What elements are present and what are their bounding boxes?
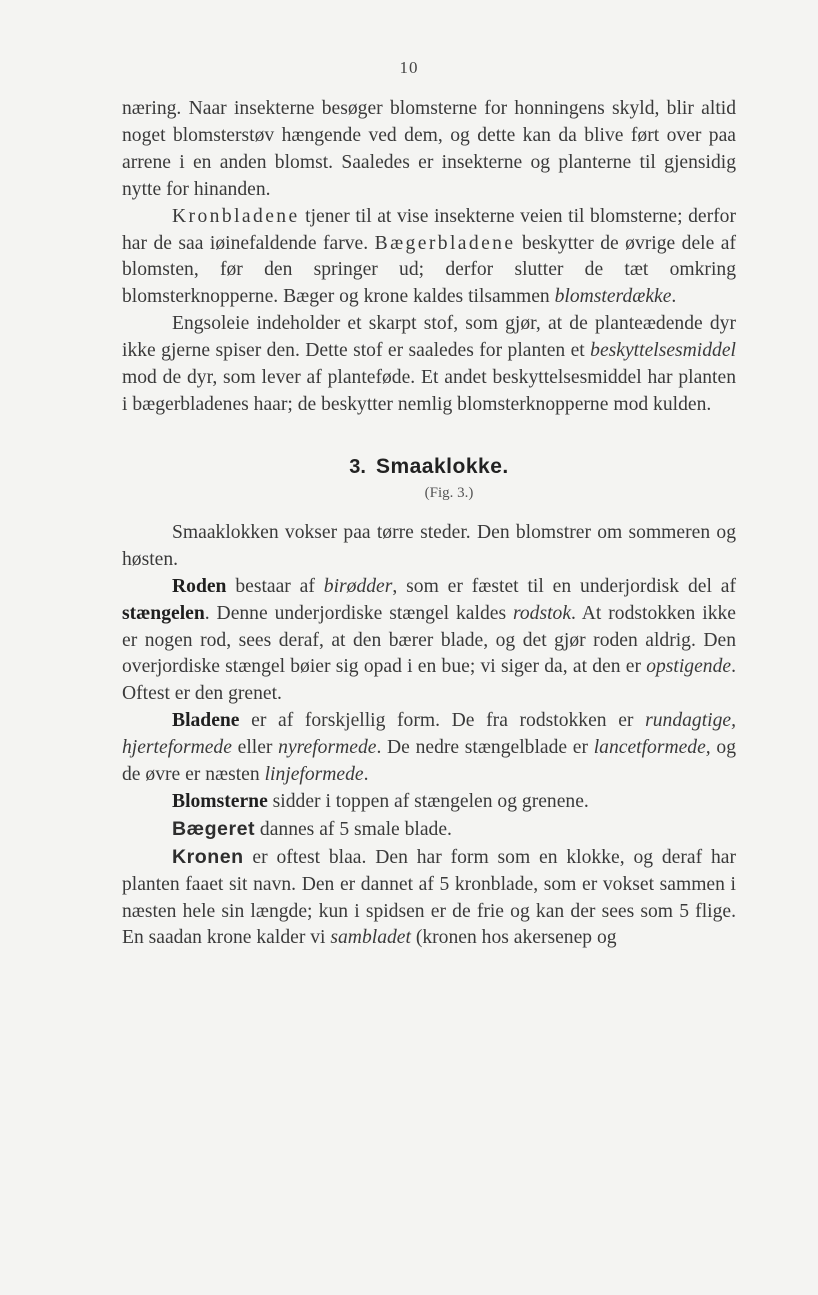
term-blomsterne: Blomsterne xyxy=(172,790,268,812)
section-number: 3. xyxy=(349,455,366,478)
paragraph-kronen xyxy=(122,844,736,953)
paragraph-petals-text-a: tjener til at vise insekterne veien til blomsterne; derfor har de saa iøinefaldende farve. xyxy=(122,205,736,254)
term-beskyttelsesmiddel: beskyttelsesmiddel xyxy=(590,340,736,362)
paragraph-roden-text-d: . At rodstokken ikke er nogen rod, sees deraf, at den bærer blade, og det gjør roden aldrig. Den overjordiske stængel bøier sig opad i en bue; vi siger da, at den er xyxy=(122,602,736,678)
paragraph-engsoleie-text-a: Engsoleie indeholder et skarpt stof, som gjør, at de planteædende dyr ikke gjerne spiser den. Dette stof er saaledes for planten et xyxy=(122,313,736,362)
term-bladene: Bladene xyxy=(172,710,240,732)
term-blomsterdaekke: blomsterdække xyxy=(554,286,672,308)
term-roden: Roden xyxy=(172,575,227,597)
term-rodstok: rodstok xyxy=(512,602,572,624)
paragraph-bladene-text-d: og de øvre er næsten xyxy=(122,737,736,786)
paragraph-kronen-text-a: er oftest blaa. Den har form som en klokke, og deraf har planten faaet sit navn. Den er dannet af 5 kronblade, som er vokset sammen i næsten hele sin længde; kun i spidsen er de frie og kan der sees som 5 flige. En saadan krone kalder vi xyxy=(122,846,736,949)
term-birodder: birødder xyxy=(323,575,393,597)
paragraph-habitat: Smaaklokken vokser paa tørre steder. Den blomstrer om sommeren og høsten. xyxy=(122,521,736,570)
section-heading xyxy=(122,453,736,482)
paragraph-bladene-text-e: . xyxy=(363,764,369,786)
term-staengelen: stængelen xyxy=(122,602,205,624)
paragraph-roden-text-a: bestaar af xyxy=(226,575,324,597)
paragraph-engsoleie-text-b: mod de dyr, som lever af planteføde. Et andet beskyttelsesmiddel har planten i bægerbladenes haar; de beskytter nemlig blomsterknopperne mod kulden. xyxy=(122,367,736,415)
term-baegerbladene: Bægerbladene xyxy=(374,232,516,254)
paragraph-roden-text-b: , som er fæstet til en underjordisk del af xyxy=(392,575,736,597)
term-kronbladene: Kronbladene xyxy=(172,205,300,227)
figure-reference: (Fig. 3.) xyxy=(424,484,474,501)
paragraph-blomsterne-text: sidder i toppen af stængelen og grenene. xyxy=(267,790,589,812)
paragraph-roden-text-c: . Denne underjordiske stængel kaldes xyxy=(204,602,513,624)
page-body xyxy=(122,96,736,952)
paragraph-petals xyxy=(122,204,736,312)
term-baegeret: Bægeret xyxy=(172,817,255,840)
paragraph-blomsterne xyxy=(122,789,736,816)
paragraph-petals-text-c: . xyxy=(671,286,677,308)
paragraph-petals-text-b: beskytter de øvrige dele af blomsten, før den springer ud; derfor slutter de tæt omkring blomsterknopperne. Bæger og krone kaldes tilsammen xyxy=(122,232,736,308)
paragraph-bladene xyxy=(122,708,736,789)
paragraph-pollination: næring. Naar insekterne besøger blomsterne for honningens skyld, blir altid noget blomsterstøv hængende ved dem, og dette kan da blive ført over paa arrene i en anden blomst. Saaledes er insekterne og planterne til gjensidig nytte for hinanden. xyxy=(122,98,736,200)
paragraph-bladene-text-b: eller xyxy=(231,737,279,759)
section-title: Smaaklokke. xyxy=(375,454,509,478)
paragraph-kronen-text-b: (kronen hos akersenep og xyxy=(410,927,617,949)
paragraph-bladene-text-a: er af forskjellig form. De fra rodstokken er xyxy=(239,710,646,732)
term-nyreformede: nyreformede xyxy=(278,737,377,759)
term-lancetformede: lancetformede, xyxy=(593,737,711,759)
paragraph-roden-text-e: . Oftest er den grenet. xyxy=(122,656,736,705)
paragraph-baegeret-text: dannes af 5 smale blade. xyxy=(255,818,452,840)
term-kronen: Kronen xyxy=(172,845,244,868)
page-number: 10 xyxy=(399,58,419,77)
term-rundagtige-hjerteformede: rundagtige, hjerteformede xyxy=(122,710,736,759)
term-sambladet: sambladet xyxy=(330,927,411,949)
paragraph-roden xyxy=(122,574,736,709)
paragraph-bladene-text-c: . De nedre stængelblade er xyxy=(376,737,594,759)
paragraph-baegeret xyxy=(122,816,736,844)
term-opstigende: opstigende xyxy=(646,656,732,678)
term-linjeformede: linjeformede xyxy=(264,764,364,786)
paragraph-engsoleie xyxy=(122,311,736,419)
